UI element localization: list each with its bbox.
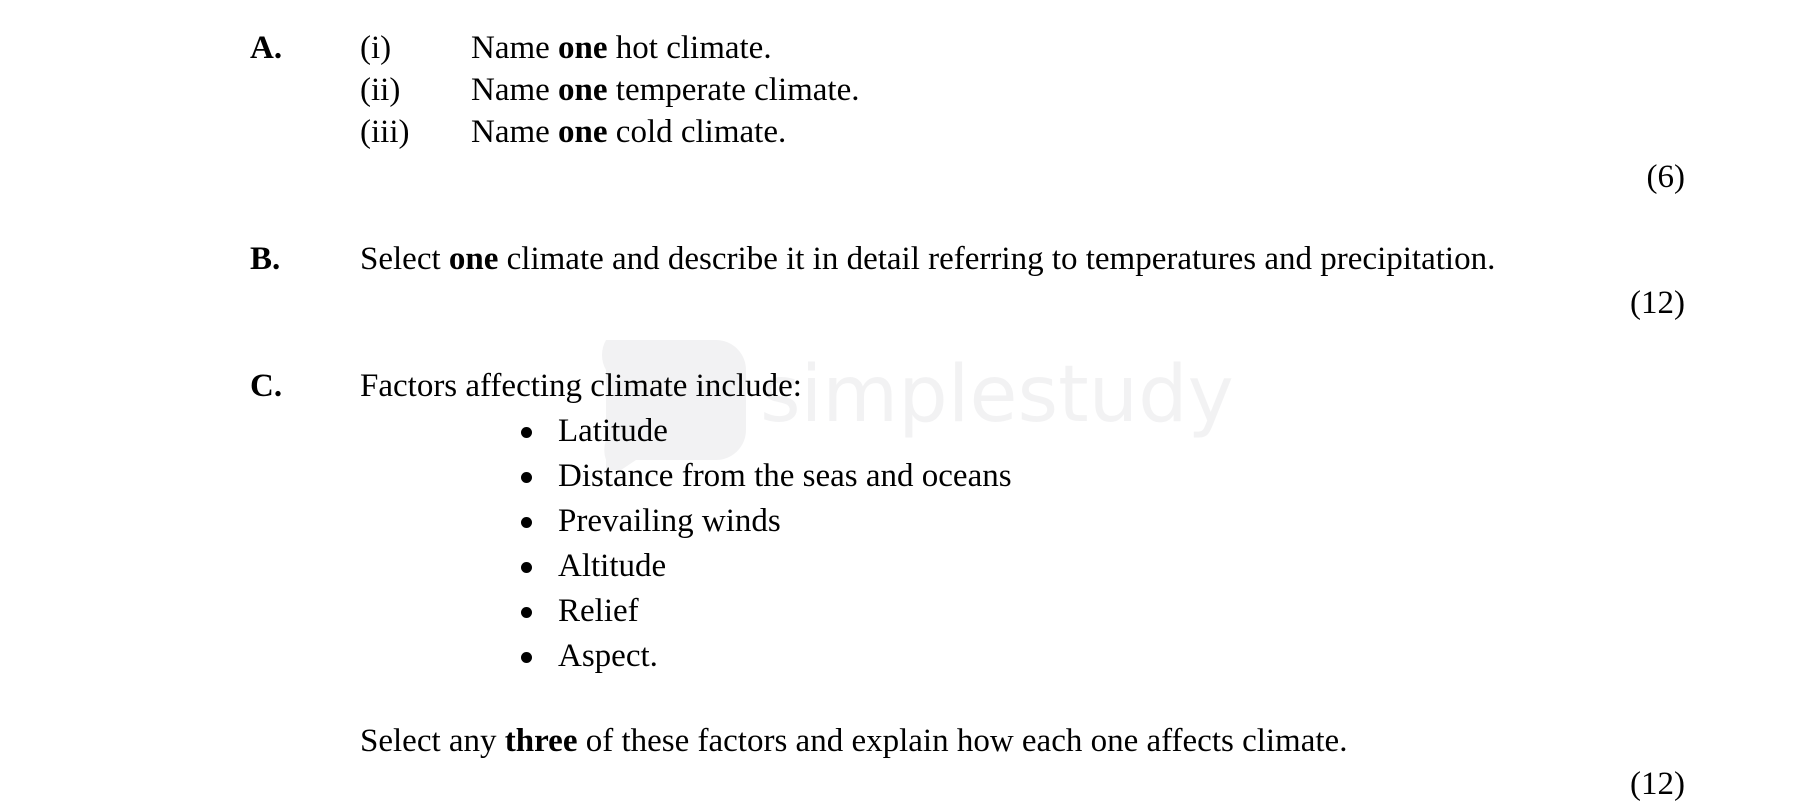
- question-a-item-text: Name one cold climate.: [471, 114, 787, 150]
- question-a-marks: (6): [1646, 159, 1685, 195]
- question-c-task: Select any three of these factors and explain how each one affects climate.: [360, 723, 1348, 759]
- question-c-label: C.: [250, 368, 283, 404]
- question-a-item-text: Name one hot climate.: [471, 30, 772, 66]
- question-a-item-num: (i): [360, 30, 392, 66]
- bullet-icon: [521, 607, 532, 618]
- bullet-icon: [521, 652, 532, 663]
- question-c-intro: Factors affecting climate include:: [360, 368, 802, 404]
- factor-item: Aspect.: [558, 638, 658, 674]
- question-c-marks: (12): [1630, 766, 1685, 802]
- bullet-icon: [521, 562, 532, 573]
- factor-item: Altitude: [558, 548, 667, 584]
- question-b-text: Select one climate and describe it in detail referring to temperatures and precipitation.: [360, 241, 1496, 277]
- factor-item: Prevailing winds: [558, 503, 781, 539]
- question-a-label: A.: [250, 30, 283, 66]
- factor-item: Relief: [558, 593, 639, 629]
- bullet-icon: [521, 427, 532, 438]
- bullet-icon: [521, 517, 532, 528]
- watermark-text: simplestudy: [760, 350, 1234, 440]
- question-a-item-num: (ii): [360, 72, 401, 108]
- question-b-marks: (12): [1630, 285, 1685, 321]
- factor-item: Distance from the seas and oceans: [558, 458, 1012, 494]
- factor-item: Latitude: [558, 413, 668, 449]
- question-a-item-text: Name one temperate climate.: [471, 72, 860, 108]
- bullet-icon: [521, 472, 532, 483]
- question-b-label: B.: [250, 241, 281, 277]
- question-a-item-num: (iii): [360, 114, 410, 150]
